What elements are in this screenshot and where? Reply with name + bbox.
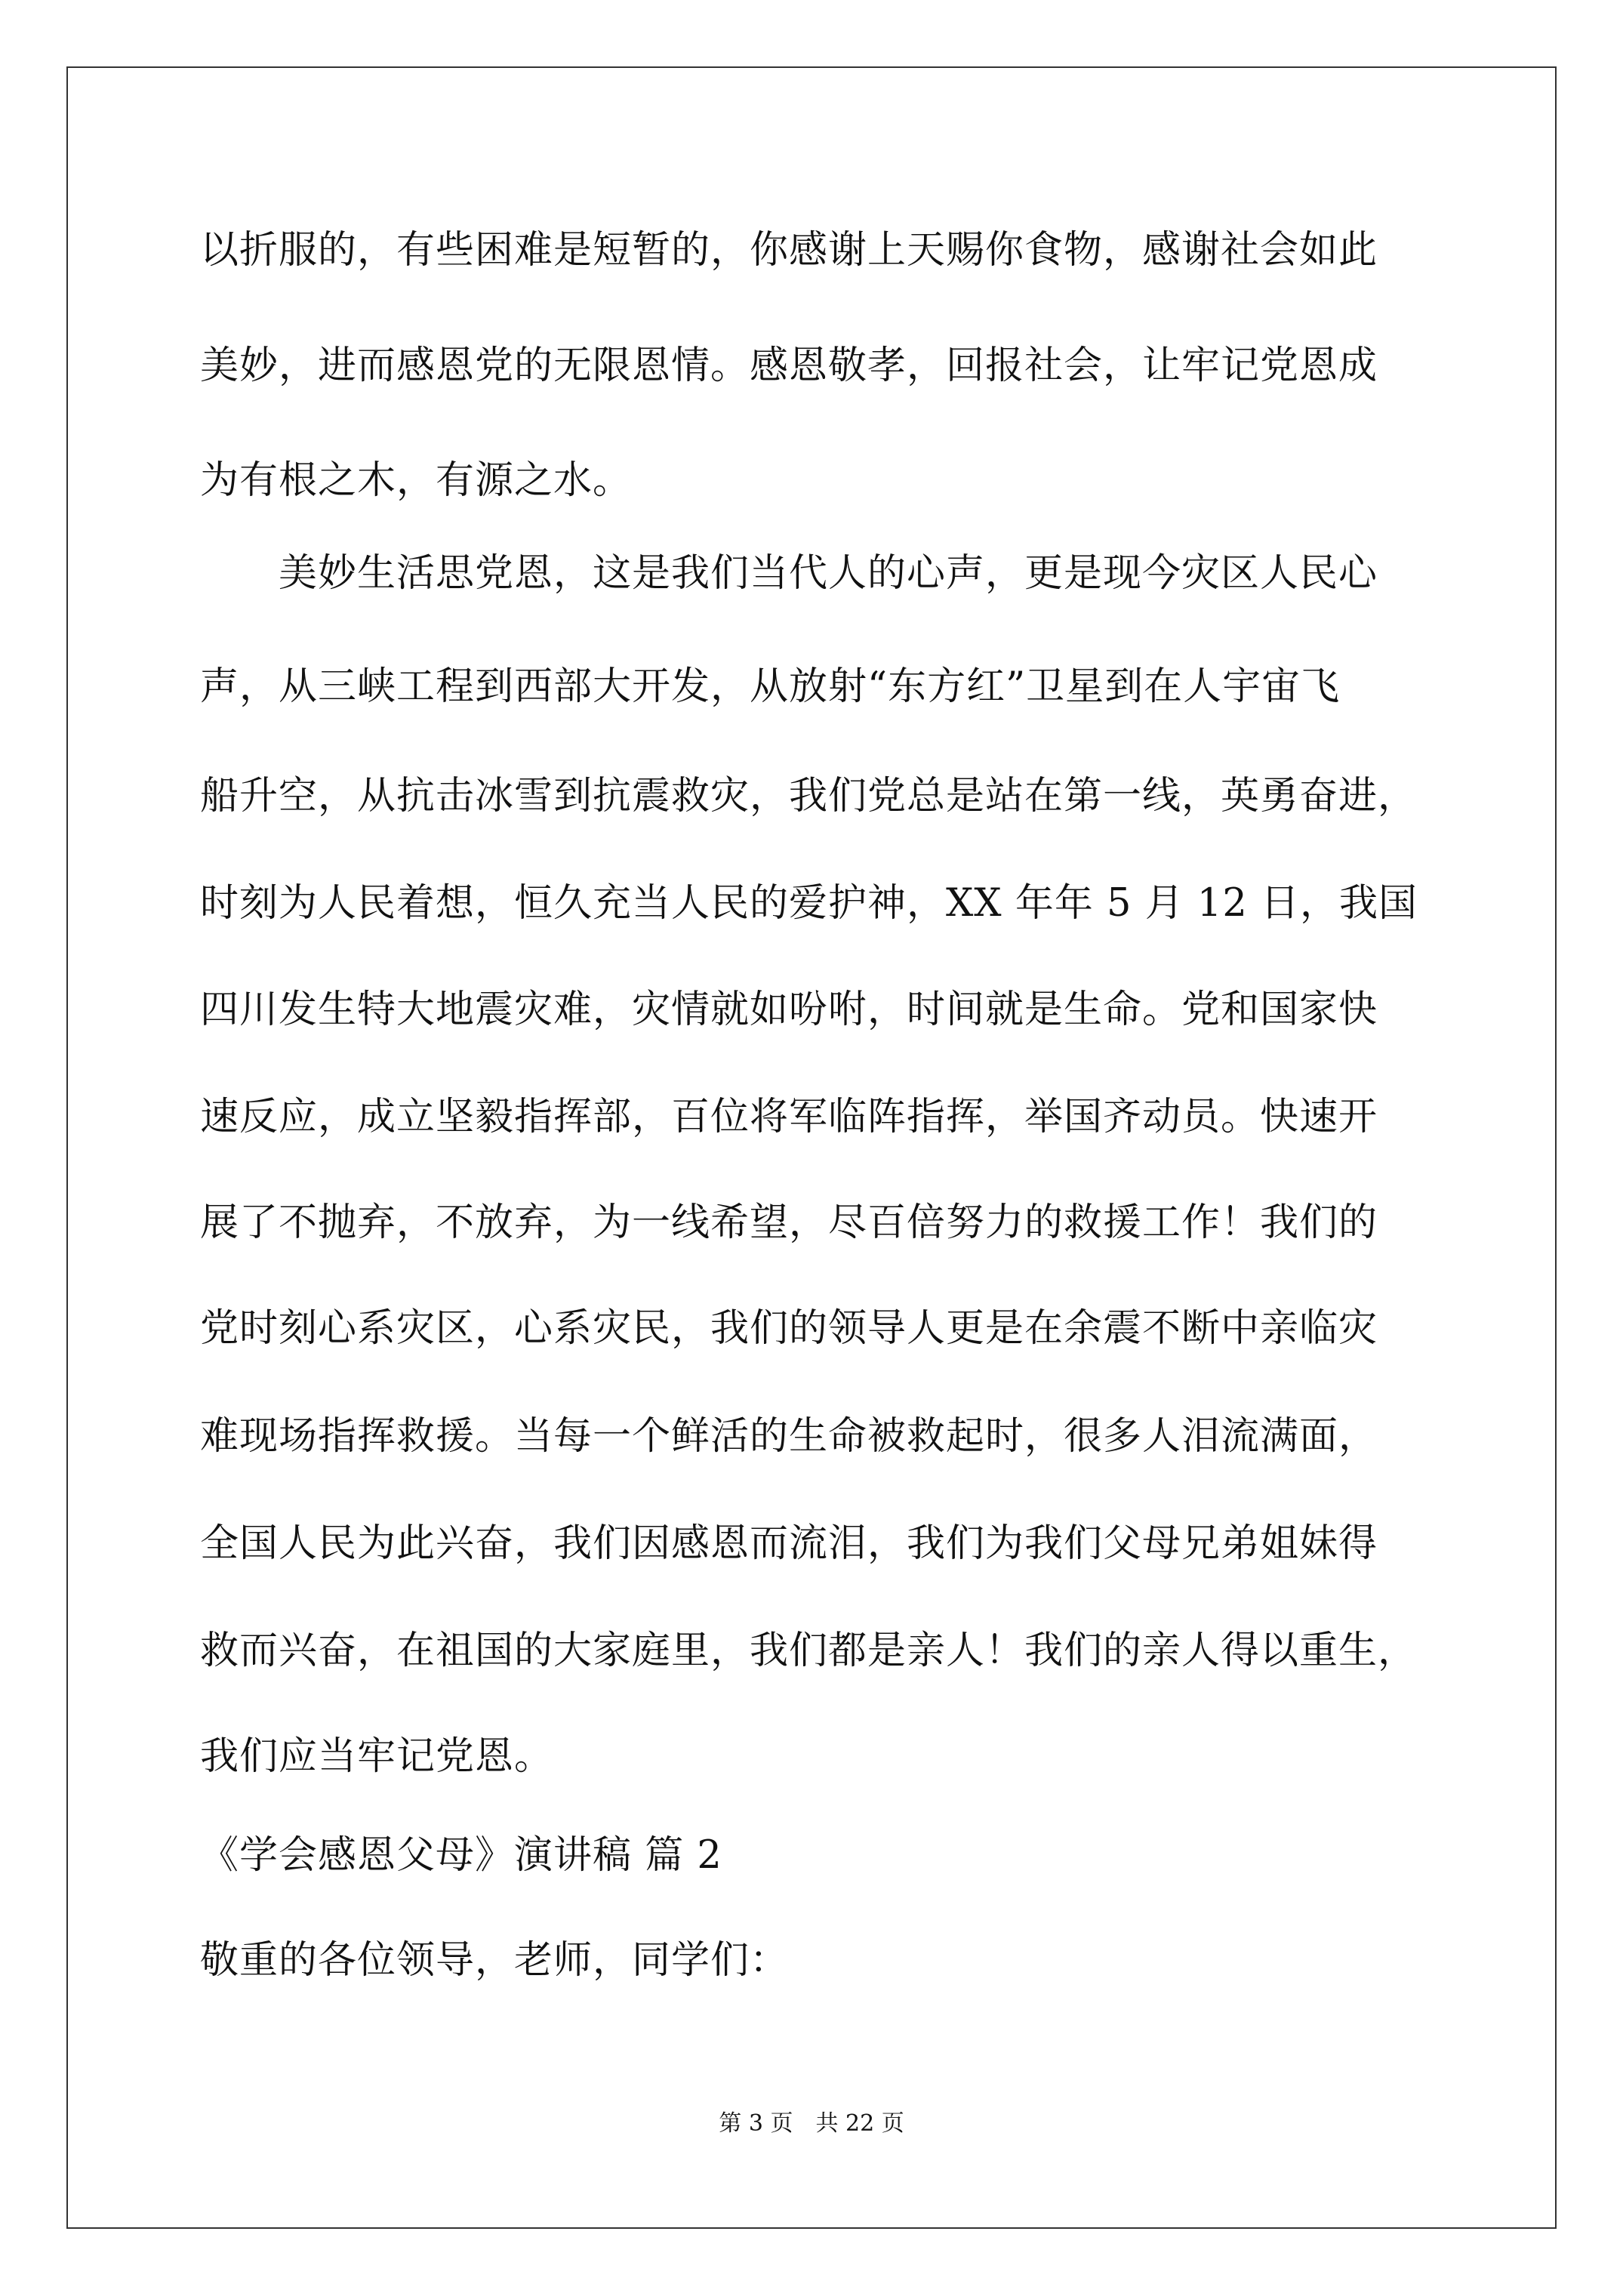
text-line: 四川发生特大地震灾难，灾情就如吩咐，时间就是生命。党和国家快 bbox=[200, 988, 1378, 1032]
text-line: 展了不抛弃，不放弃，为一线希望，尽百倍努力的救援工作！我们的 bbox=[200, 1200, 1378, 1245]
section-heading: 《学会感恩父母》演讲稿 篇 2 bbox=[200, 1833, 722, 1878]
text-line: 船升空，从抗击冰雪到抗震救灾，我们党总是站在第一线，英勇奋进， bbox=[200, 774, 1418, 818]
text-line: 声，从三峡工程到西部大开发，从放射“东方红”卫星到在人宇宙飞 bbox=[200, 664, 1341, 709]
text-line: 党时刻心系灾区，心系灾民，我们的领导人更是在余震不断中亲临灾 bbox=[200, 1306, 1378, 1351]
text-line: 全国人民为此兴奋，我们因感恩而流泪，我们为我们父母兄弟姐妹得 bbox=[200, 1521, 1378, 1566]
text-line: 为有根之木，有源之水。 bbox=[200, 458, 633, 503]
text-line: 美妙，进而感恩党的无限恩情。感恩敬孝，回报社会，让牢记党恩成 bbox=[200, 344, 1378, 388]
paragraph-start-line: 美妙生活思党恩，这是我们当代人的心声，更是现今灾区人民心 bbox=[200, 551, 1378, 596]
text-line: 我们应当牢记党恩。 bbox=[200, 1734, 554, 1779]
text-line: 救而兴奋，在祖国的大家庭里，我们都是亲人！我们的亲人得以重生， bbox=[200, 1629, 1418, 1673]
page-border bbox=[66, 66, 1557, 2229]
text-line: 以折服的，有些困难是短暂的，你感谢上天赐你食物，感谢社会如此 bbox=[200, 228, 1378, 273]
text-line: 难现场指挥救援。当每一个鲜活的生命被救起时，很多人泪流满面， bbox=[200, 1414, 1378, 1459]
salutation-line: 敬重的各位领导，老师，同学们： bbox=[200, 1938, 790, 1983]
text-line: 时刻为人民着想，恒久充当人民的爱护神，XX 年年 5 月 12 日，我国 bbox=[200, 881, 1418, 926]
page-footer: 第 3 页 共 22 页 bbox=[719, 2110, 904, 2137]
text-line: 速反应，成立坚毅指挥部，百位将军临阵指挥，举国齐动员。快速开 bbox=[200, 1095, 1378, 1139]
